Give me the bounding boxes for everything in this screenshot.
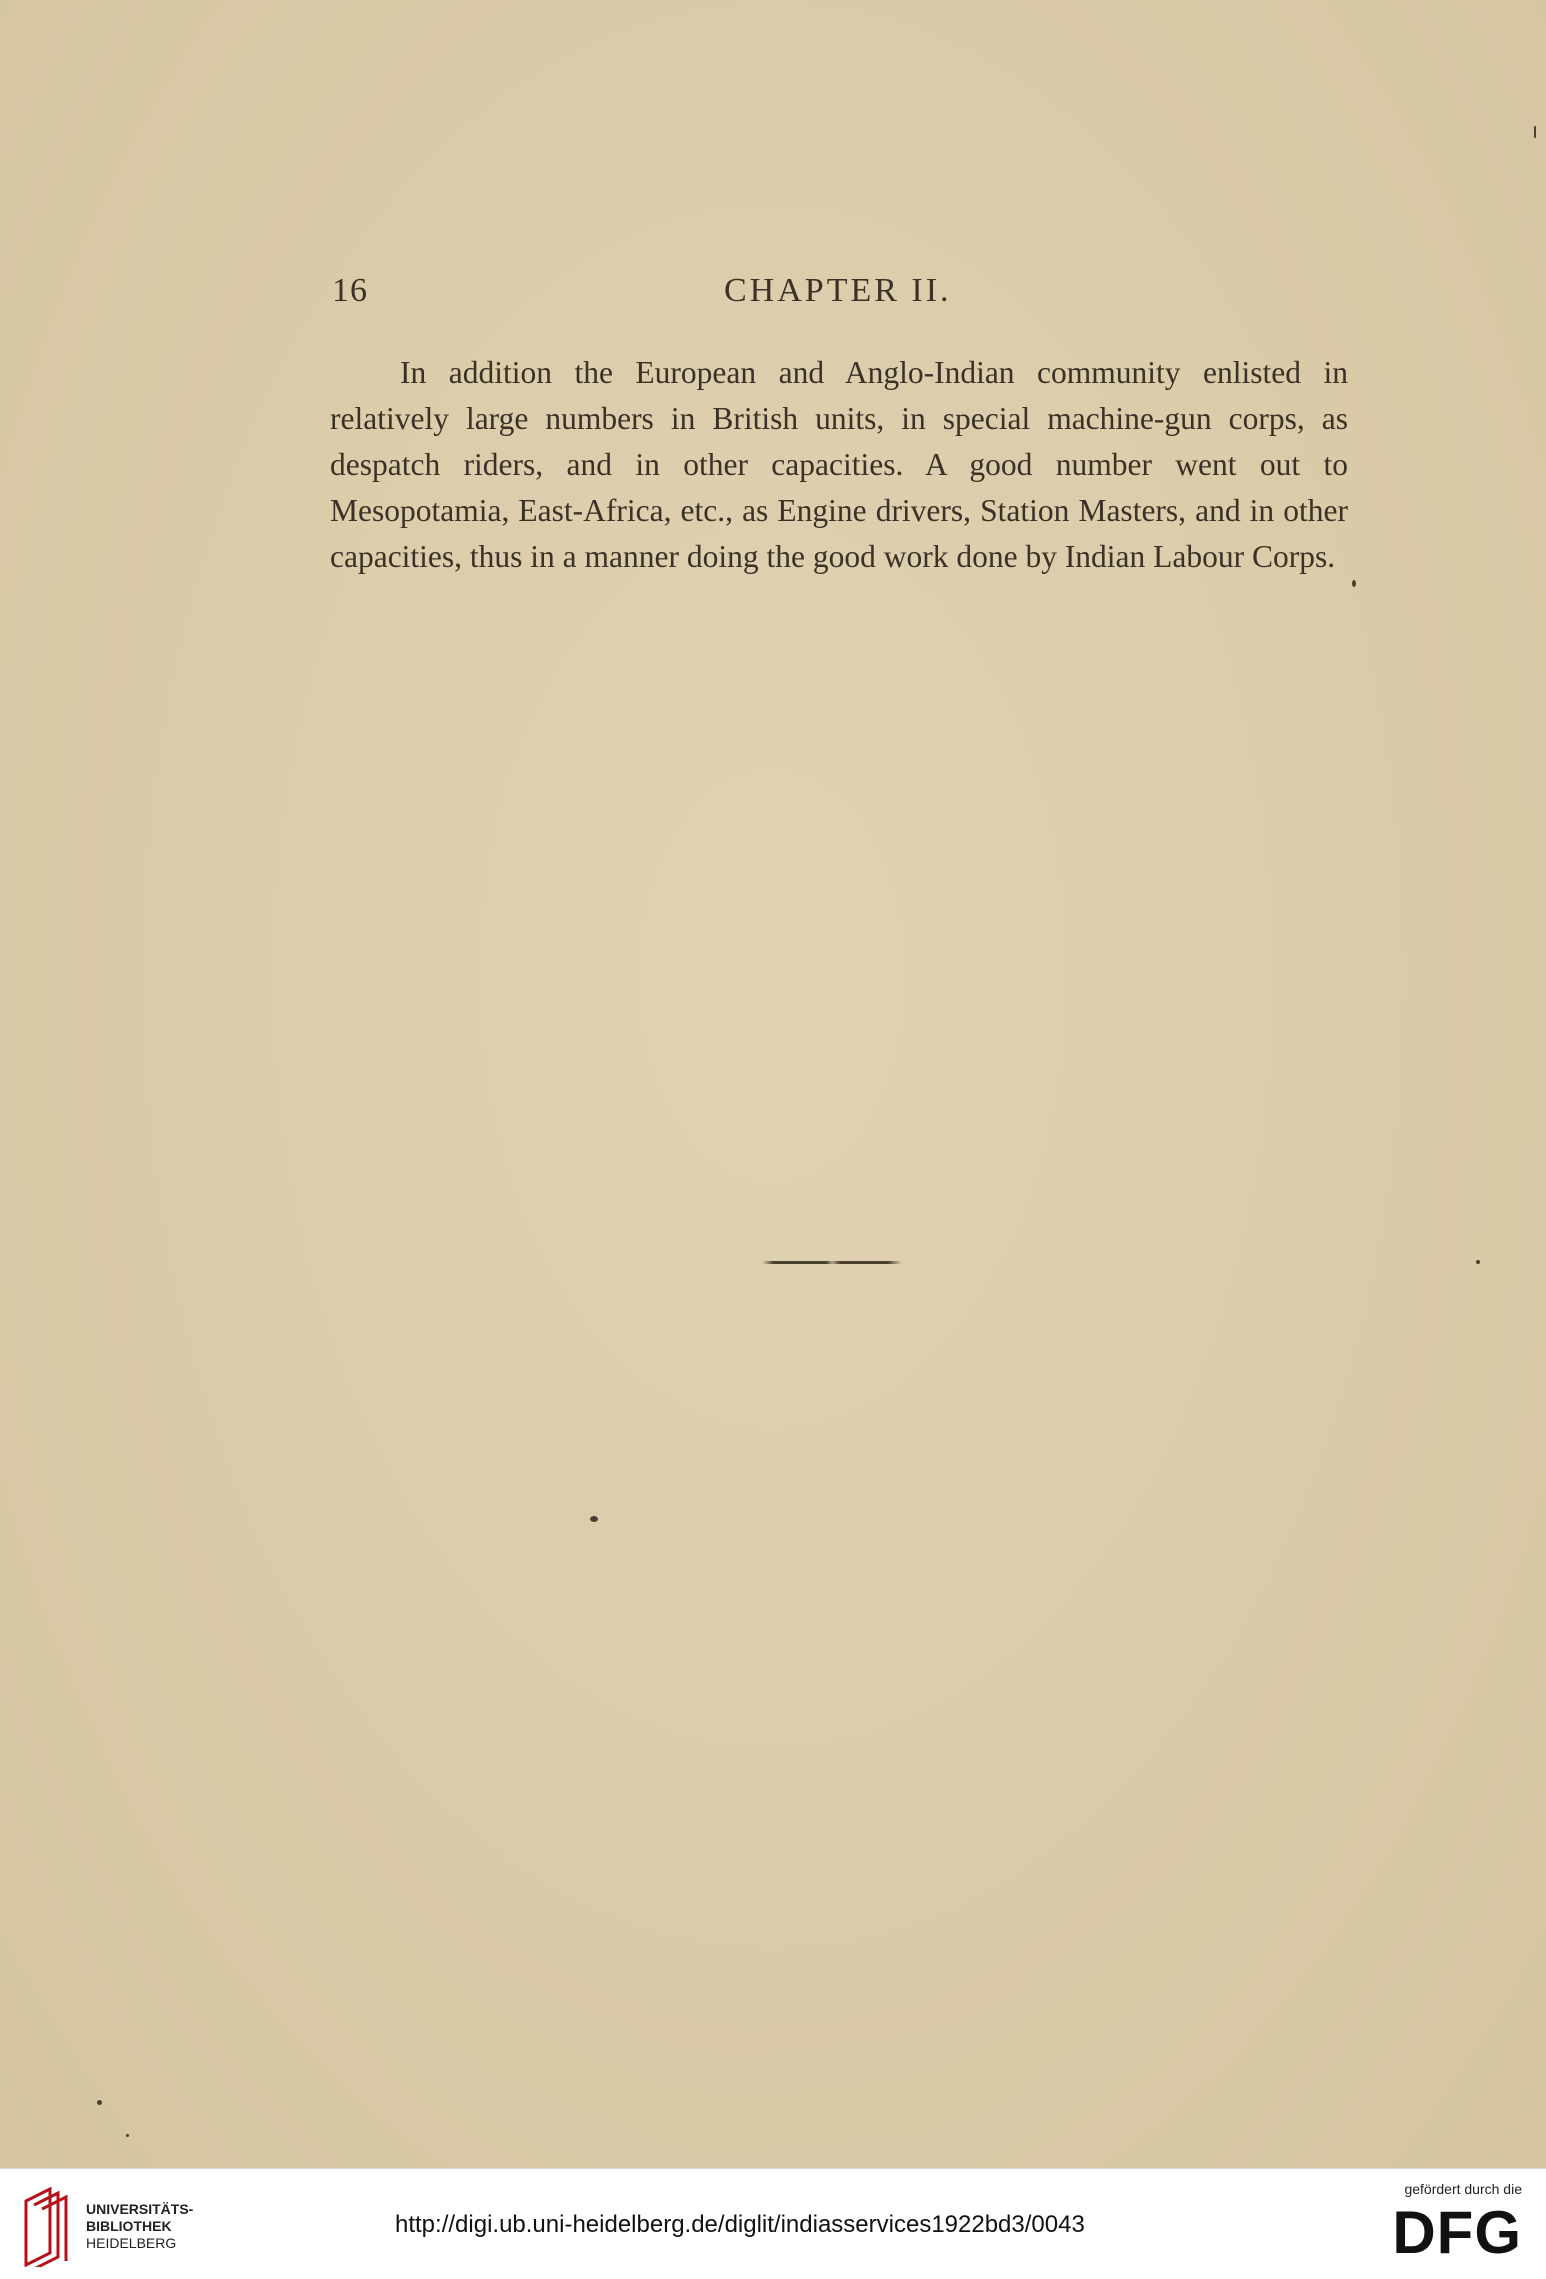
ink-speck	[1534, 126, 1536, 138]
section-divider-rule	[762, 1261, 902, 1264]
ink-speck	[1476, 1260, 1480, 1264]
library-emblem-icon	[20, 2187, 76, 2267]
library-name-line3: HEIDELBERG	[86, 2235, 177, 2251]
permalink-url[interactable]: http://digi.ub.uni-heidelberg.de/diglit/indiasservices1922bd3/0043	[395, 2211, 1085, 2238]
ink-speck	[1352, 580, 1356, 587]
funding-caption: gefördert durch die	[1404, 2181, 1522, 2197]
ink-speck	[97, 2100, 102, 2105]
ink-speck	[126, 2134, 129, 2137]
library-name	[86, 2201, 193, 2252]
page-number: 16	[332, 272, 368, 309]
library-name-line2: BIBLIOTHEK	[86, 2218, 172, 2234]
running-head	[332, 272, 1352, 312]
ink-speck	[590, 1516, 598, 1522]
chapter-heading: CHAPTER II.	[724, 272, 952, 309]
funder-block[interactable]	[1362, 2181, 1522, 2271]
body-paragraph: In addition the European and Anglo-Indian community enlisted in relatively large numbers in British units, in special machine-gun corps, as despatch riders, and in other capacities. A good number went out to Mesopotamia, East-Africa, etc., as Engine drivers, Station Masters, and in other capacities, thus in a manner doing the good work done by Indian Labour Corps.	[330, 355, 1348, 574]
digital-library-footer	[0, 2168, 1546, 2279]
dfg-logo: DFG	[1392, 2199, 1522, 2266]
library-name-line1: UNIVERSITÄTS-	[86, 2201, 194, 2217]
library-logo[interactable]	[20, 2187, 220, 2267]
